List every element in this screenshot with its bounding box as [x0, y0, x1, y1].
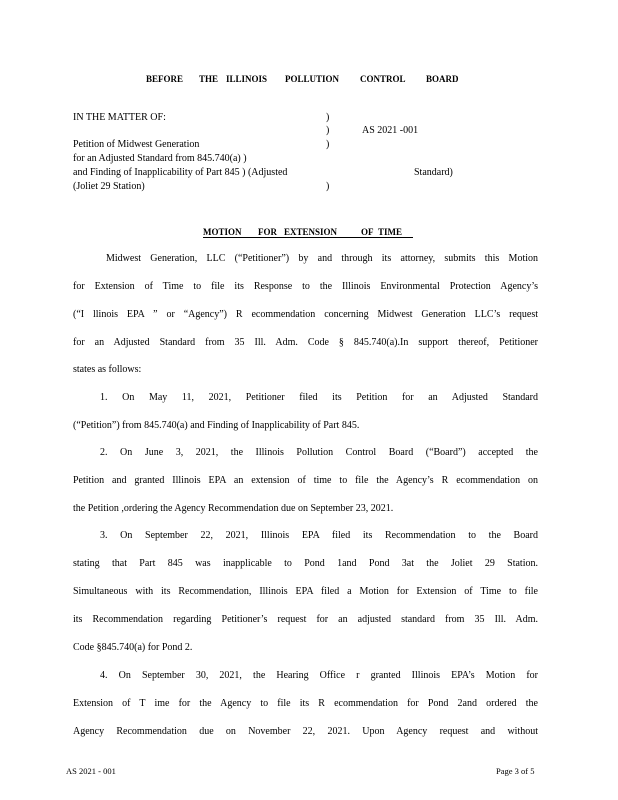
body-line: Code §845.740(a) for Pond 2. — [73, 642, 193, 653]
header-word: CONTROL — [360, 74, 406, 84]
caption-paren: ) — [326, 125, 330, 136]
caption-paren: ) — [326, 139, 330, 150]
in-the-matter: IN THE MATTER OF: — [73, 112, 166, 123]
caption-line: Petition of Midwest Generation — [73, 139, 200, 150]
footer-page-number: Page 3 of 5 — [496, 766, 535, 776]
title-word: TIME — [378, 227, 403, 237]
title-word: FOR — [258, 227, 277, 237]
caption-standard-tail: Standard) — [414, 167, 453, 178]
body-line: the Petition ,ordering the Agency Recommendation due on September 23, 2021. — [73, 503, 394, 514]
header-word: BEFORE — [146, 74, 184, 84]
title-word: OF — [361, 227, 374, 237]
body-line: for an Adjusted Standard from 35 Ill. Adm. Code § 845.740(a).In support thereof, Petitioner — [73, 337, 538, 348]
body-line: (“I llinois EPA ” or “Agency”) R ecommendation concerning Midwest Generation LLC’s request — [73, 309, 538, 320]
title-underline — [203, 237, 413, 238]
header-word: POLLUTION — [285, 74, 340, 84]
caption-paren: ) — [326, 112, 330, 123]
body-line: Petition and granted Illinois EPA an extension of time to file the Agency’s R ecommendation on — [73, 475, 538, 486]
title-word: EXTENSION — [284, 227, 338, 237]
body-line: for Extension of Time to file its Response to the Illinois Environmental Protection Agency’s — [73, 281, 538, 292]
header-word: ILLINOIS — [226, 74, 268, 84]
body-line: 4. On September 30, 2021, the Hearing Office r granted Illinois EPA’s Motion for — [100, 670, 538, 681]
body-line: stating that Part 845 was inapplicable to Pond 1and Pond 3at the Joliet 29 Station. — [73, 558, 538, 569]
body-line: (“Petition”) from 845.740(a) and Finding of Inapplicability of Part 845. — [73, 420, 360, 431]
body-line: 2. On June 3, 2021, the Illinois Pollution Control Board (“Board”) accepted the — [100, 447, 538, 458]
footer-case-number: AS 2021 - 001 — [66, 766, 116, 776]
caption-paren: ) — [326, 181, 330, 192]
title-word: MOTION — [203, 227, 242, 237]
caption-line: for an Adjusted Standard from 845.740(a) ) — [73, 153, 247, 164]
header-word: BOARD — [426, 74, 459, 84]
body-line: 1. On May 11, 2021, Petitioner filed its Petition for an Adjusted Standard — [100, 392, 538, 403]
case-number: AS 2021 -001 — [362, 125, 419, 136]
body-line: Extension of T ime for the Agency to file its R ecommendation for Pond 2and ordered the — [73, 698, 538, 709]
body-line: Midwest Generation, LLC (“Petitioner”) by and through its attorney, submits this Motion — [106, 253, 538, 264]
caption-line: (Joliet 29 Station) — [73, 181, 145, 192]
header-word: THE — [199, 74, 219, 84]
body-line: Simultaneous with its Recommendation, Illinois EPA filed a Motion for Extension of Time to file — [73, 586, 538, 597]
body-line: its Recommendation regarding Petitioner’s request for an adjusted standard from 35 Ill. Adm. — [73, 614, 538, 625]
body-line: 3. On September 22, 2021, Illinois EPA filed its Recommendation to the Board — [100, 530, 538, 541]
body-line: states as follows: — [73, 364, 142, 375]
caption-line: and Finding of Inapplicability of Part 845 ) (Adjusted — [73, 167, 288, 178]
body-line: Agency Recommendation due on November 22, 2021. Upon Agency request and without — [73, 726, 538, 737]
